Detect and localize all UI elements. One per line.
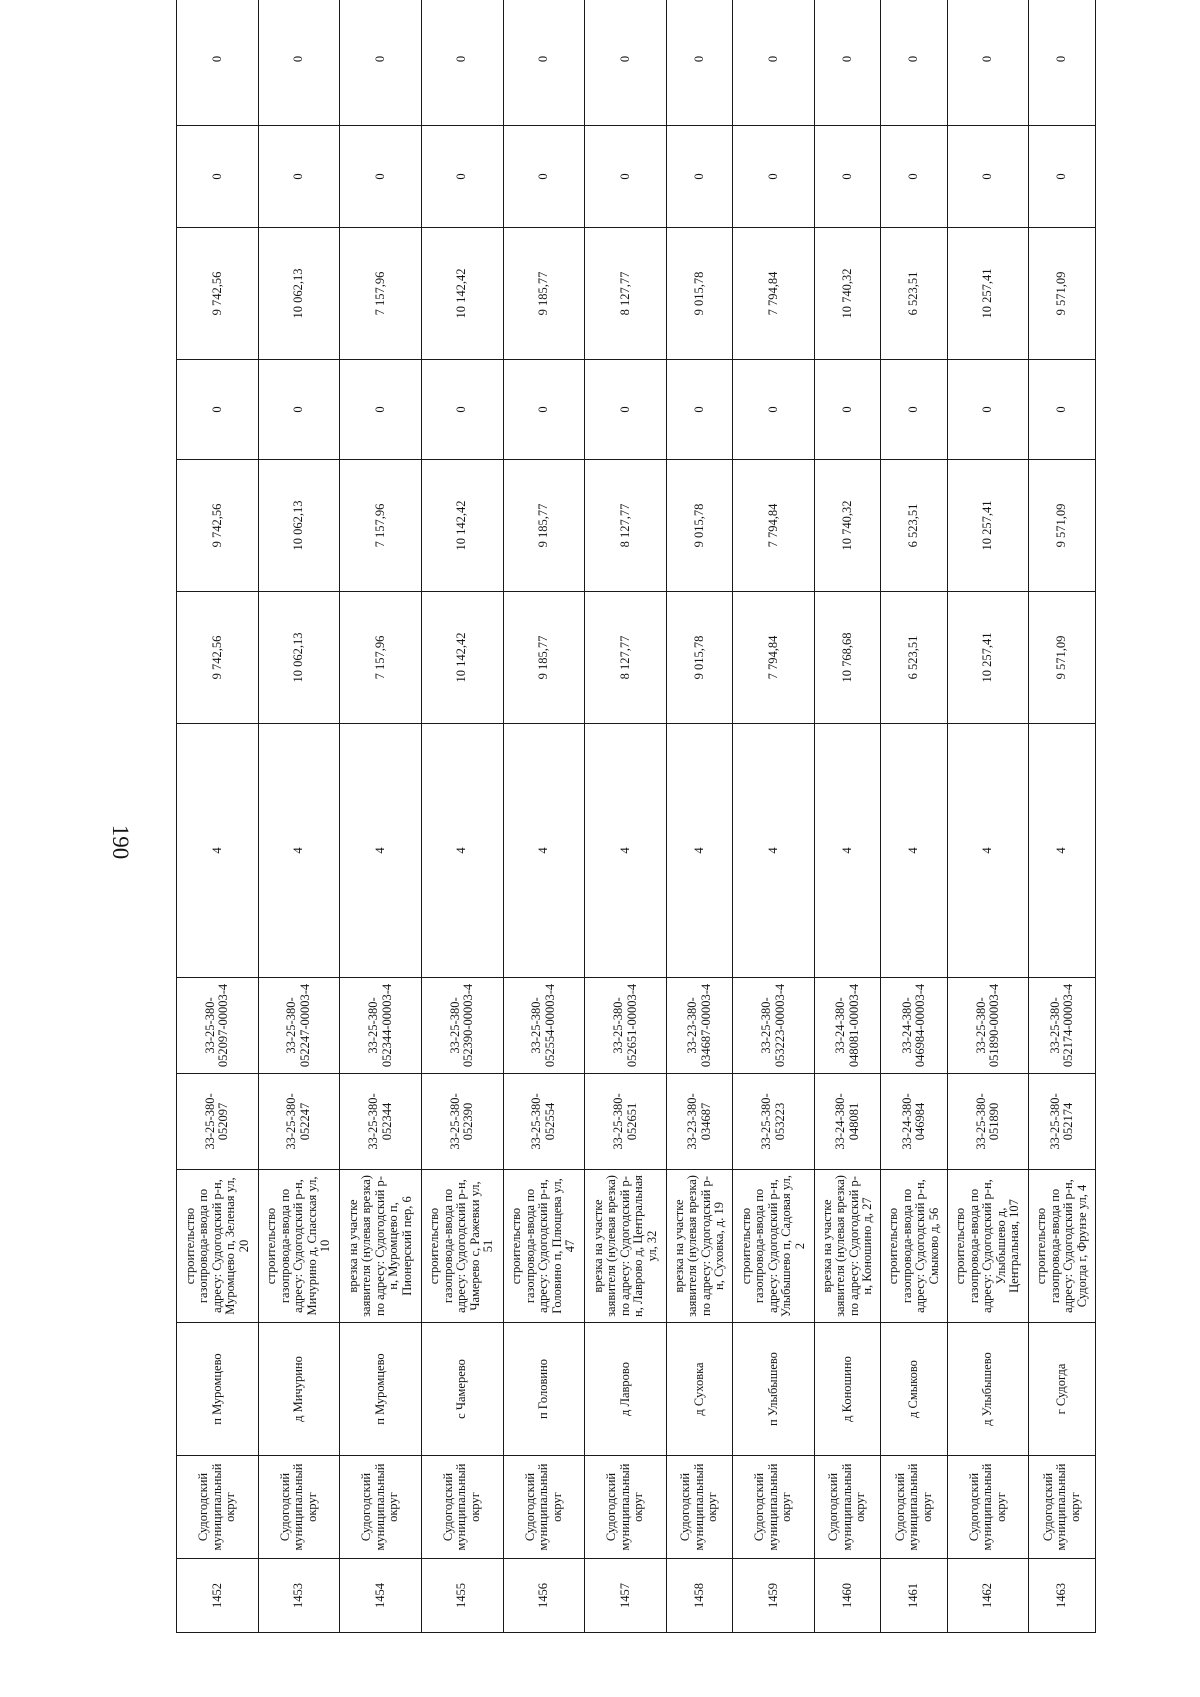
value-5-cell: 0 bbox=[666, 126, 732, 228]
value-3-cell: 0 bbox=[177, 360, 259, 460]
table-row bbox=[814, 0, 880, 1633]
value-4-cell: 10 740,32 bbox=[814, 228, 880, 360]
table-row bbox=[1029, 0, 1096, 1633]
category-cell: 4 bbox=[177, 724, 259, 978]
locality-cell: д Суховка bbox=[666, 1323, 732, 1456]
value-4-cell: 9 571,09 bbox=[1029, 228, 1096, 360]
value-5-cell: 0 bbox=[1029, 126, 1096, 228]
description-cell: строительство газопровода-ввода по адресу: Судогодский р-н, Смыково д, 56 bbox=[881, 1170, 947, 1323]
value-3-cell: 0 bbox=[421, 360, 503, 460]
district-cell: Судогодский муниципальный округ bbox=[585, 1456, 667, 1559]
row-number: 1457 bbox=[585, 1559, 667, 1633]
row-number: 1463 bbox=[1029, 1559, 1096, 1633]
value-2-cell: 10 257,41 bbox=[947, 460, 1029, 592]
cadastral-number-cell: 33-25-380-052097 bbox=[177, 1074, 259, 1170]
cadastral-full-number-cell: 33-24-380-048081-00003-4 bbox=[814, 978, 880, 1074]
value-2-cell: 8 127,77 bbox=[585, 460, 667, 592]
cadastral-number-cell: 33-25-380-052651 bbox=[585, 1074, 667, 1170]
value-3-cell: 0 bbox=[733, 360, 815, 460]
value-6-cell: 0 bbox=[814, 0, 880, 126]
value-4-cell: 10 257,41 bbox=[947, 228, 1029, 360]
value-5-cell: 0 bbox=[585, 126, 667, 228]
district-cell: Судогодский муниципальный округ bbox=[881, 1456, 947, 1559]
row-number: 1461 bbox=[881, 1559, 947, 1633]
value-2-cell: 9 571,09 bbox=[1029, 460, 1096, 592]
locality-cell: д Смыково bbox=[881, 1323, 947, 1456]
value-5-cell: 0 bbox=[814, 126, 880, 228]
description-cell: строительство газопровода-ввода по адресу: Судогодский р-н, Головино п, Плющева ул, 47 bbox=[503, 1170, 585, 1323]
cadastral-number-cell: 33-25-380-052390 bbox=[421, 1074, 503, 1170]
cadastral-number-cell: 33-25-380-053223 bbox=[733, 1074, 815, 1170]
district-cell: Судогодский муниципальный округ bbox=[177, 1456, 259, 1559]
cadastral-full-number-cell: 33-25-380-052344-00003-4 bbox=[340, 978, 422, 1074]
row-number: 1452 bbox=[177, 1559, 259, 1633]
table-row bbox=[421, 0, 503, 1633]
locality-cell: г Судогда bbox=[1029, 1323, 1096, 1456]
cadastral-full-number-cell: 33-24-380-046984-00003-4 bbox=[881, 978, 947, 1074]
value-6-cell: 0 bbox=[421, 0, 503, 126]
cadastral-full-number-cell: 33-25-380-053223-00003-4 bbox=[733, 978, 815, 1074]
row-number: 1458 bbox=[666, 1559, 732, 1633]
value-5-cell: 0 bbox=[503, 126, 585, 228]
district-cell: Судогодский муниципальный округ bbox=[421, 1456, 503, 1559]
value-3-cell: 0 bbox=[947, 360, 1029, 460]
value-2-cell: 9 015,78 bbox=[666, 460, 732, 592]
locality-cell: д Улыбышево bbox=[947, 1323, 1029, 1456]
category-cell: 4 bbox=[340, 724, 422, 978]
value-3-cell: 0 bbox=[1029, 360, 1096, 460]
row-number: 1456 bbox=[503, 1559, 585, 1633]
locality-cell: п Улыбышево bbox=[733, 1323, 815, 1456]
row-number: 1454 bbox=[340, 1559, 422, 1633]
locality-cell: п Муромцево bbox=[340, 1323, 422, 1456]
table-row bbox=[947, 0, 1029, 1633]
value-5-cell: 0 bbox=[421, 126, 503, 228]
page-number: 190 bbox=[108, 824, 133, 860]
value-2-cell: 9 742,56 bbox=[177, 460, 259, 592]
value-5-cell: 0 bbox=[340, 126, 422, 228]
category-cell: 4 bbox=[421, 724, 503, 978]
district-cell: Судогодский муниципальный округ bbox=[947, 1456, 1029, 1559]
category-cell: 4 bbox=[733, 724, 815, 978]
district-cell: Судогодский муниципальный округ bbox=[814, 1456, 880, 1559]
description-cell: строительство газопровода-ввода по адресу: Судогодский р-н, Муромцево п, Зеленая ул, 20 bbox=[177, 1170, 259, 1323]
value-5-cell: 0 bbox=[177, 126, 259, 228]
value-1-cell: 10 768,68 bbox=[814, 592, 880, 724]
category-cell: 4 bbox=[947, 724, 1029, 978]
locality-cell: д Лаврово bbox=[585, 1323, 667, 1456]
row-number: 1459 bbox=[733, 1559, 815, 1633]
value-1-cell: 7 794,84 bbox=[733, 592, 815, 724]
value-5-cell: 0 bbox=[258, 126, 340, 228]
description-cell: строительство газопровода-ввода по адресу: Судогодский р-н, Чамерево с, Ражевки ул, 51 bbox=[421, 1170, 503, 1323]
description-cell: врезка на участке заявителя (нулевая врезка) по адресу: Судогодский р-н, Коношино д, 27 bbox=[814, 1170, 880, 1323]
value-1-cell: 9 185,77 bbox=[503, 592, 585, 724]
value-6-cell: 0 bbox=[1029, 0, 1096, 126]
category-cell: 4 bbox=[881, 724, 947, 978]
cadastral-number-cell: 33-24-380-046984 bbox=[881, 1074, 947, 1170]
value-6-cell: 0 bbox=[503, 0, 585, 126]
value-3-cell: 0 bbox=[258, 360, 340, 460]
value-4-cell: 7 794,84 bbox=[733, 228, 815, 360]
description-cell: строительство газопровода-ввода по адресу: Судогодский р-н, Судогда г, Фрунзе ул, 4 bbox=[1029, 1170, 1096, 1323]
category-cell: 4 bbox=[585, 724, 667, 978]
value-2-cell: 10 740,32 bbox=[814, 460, 880, 592]
cadastral-number-cell: 33-25-380-052247 bbox=[258, 1074, 340, 1170]
value-4-cell: 6 523,51 bbox=[881, 228, 947, 360]
value-6-cell: 0 bbox=[585, 0, 667, 126]
district-cell: Судогодский муниципальный округ bbox=[503, 1456, 585, 1559]
category-cell: 4 bbox=[666, 724, 732, 978]
cadastral-number-cell: 33-25-380-052174 bbox=[1029, 1074, 1096, 1170]
category-cell: 4 bbox=[503, 724, 585, 978]
row-number: 1460 bbox=[814, 1559, 880, 1633]
value-3-cell: 0 bbox=[585, 360, 667, 460]
district-cell: Судогодский муниципальный округ bbox=[733, 1456, 815, 1559]
cadastral-full-number-cell: 33-25-380-052097-00003-4 bbox=[177, 978, 259, 1074]
value-1-cell: 6 523,51 bbox=[881, 592, 947, 724]
value-4-cell: 10 062,13 bbox=[258, 228, 340, 360]
cadastral-full-number-cell: 33-25-380-052247-00003-4 bbox=[258, 978, 340, 1074]
cadastral-full-number-cell: 33-25-380-052554-00003-4 bbox=[503, 978, 585, 1074]
value-5-cell: 0 bbox=[947, 126, 1029, 228]
value-2-cell: 10 062,13 bbox=[258, 460, 340, 592]
district-cell: Судогодский муниципальный округ bbox=[258, 1456, 340, 1559]
value-2-cell: 6 523,51 bbox=[881, 460, 947, 592]
value-1-cell: 10 062,13 bbox=[258, 592, 340, 724]
value-3-cell: 0 bbox=[340, 360, 422, 460]
locality-cell: д Коношино bbox=[814, 1323, 880, 1456]
cadastral-full-number-cell: 33-25-380-052174-00003-4 bbox=[1029, 978, 1096, 1074]
district-cell: Судогодский муниципальный округ bbox=[666, 1456, 732, 1559]
table-body bbox=[177, 0, 1096, 1633]
cadastral-full-number-cell: 33-23-380-034687-00003-4 bbox=[666, 978, 732, 1074]
value-1-cell: 9 571,09 bbox=[1029, 592, 1096, 724]
value-5-cell: 0 bbox=[733, 126, 815, 228]
value-4-cell: 10 142,42 bbox=[421, 228, 503, 360]
value-6-cell: 0 bbox=[881, 0, 947, 126]
cadastral-number-cell: 33-24-380-048081 bbox=[814, 1074, 880, 1170]
value-1-cell: 10 257,41 bbox=[947, 592, 1029, 724]
value-1-cell: 10 142,42 bbox=[421, 592, 503, 724]
table-row bbox=[733, 0, 815, 1633]
cadastral-number-cell: 33-23-380-034687 bbox=[666, 1074, 732, 1170]
row-number: 1453 bbox=[258, 1559, 340, 1633]
table-row bbox=[503, 0, 585, 1633]
value-2-cell: 7 157,96 bbox=[340, 460, 422, 592]
description-cell: строительство газопровода-ввода по адресу: Судогодский р-н, Улыбышево п, Садовая ул, 2 bbox=[733, 1170, 815, 1323]
category-cell: 4 bbox=[814, 724, 880, 978]
value-2-cell: 9 185,77 bbox=[503, 460, 585, 592]
locality-cell: п Муромцево bbox=[177, 1323, 259, 1456]
value-6-cell: 0 bbox=[947, 0, 1029, 126]
value-3-cell: 0 bbox=[666, 360, 732, 460]
district-cell: Судогодский муниципальный округ bbox=[340, 1456, 422, 1559]
cadastral-number-cell: 33-25-380-052554 bbox=[503, 1074, 585, 1170]
table-row bbox=[666, 0, 732, 1633]
table-row bbox=[585, 0, 667, 1633]
registry-table bbox=[176, 0, 1096, 1633]
value-1-cell: 9 742,56 bbox=[177, 592, 259, 724]
table-row bbox=[177, 0, 259, 1633]
cadastral-full-number-cell: 33-25-380-052651-00003-4 bbox=[585, 978, 667, 1074]
cadastral-number-cell: 33-25-380-051890 bbox=[947, 1074, 1029, 1170]
value-3-cell: 0 bbox=[503, 360, 585, 460]
value-6-cell: 0 bbox=[177, 0, 259, 126]
locality-cell: п Головино bbox=[503, 1323, 585, 1456]
district-cell: Судогодский муниципальный округ bbox=[1029, 1456, 1096, 1559]
value-4-cell: 9 015,78 bbox=[666, 228, 732, 360]
row-number: 1462 bbox=[947, 1559, 1029, 1633]
value-4-cell: 9 185,77 bbox=[503, 228, 585, 360]
table-row bbox=[258, 0, 340, 1633]
value-4-cell: 7 157,96 bbox=[340, 228, 422, 360]
description-cell: врезка на участке заявителя (нулевая врезка) по адресу: Судогодский р-н, Лаврово д, Центральная ул, 32 bbox=[585, 1170, 667, 1323]
cadastral-full-number-cell: 33-25-380-052390-00003-4 bbox=[421, 978, 503, 1074]
value-1-cell: 9 015,78 bbox=[666, 592, 732, 724]
cadastral-number-cell: 33-25-380-052344 bbox=[340, 1074, 422, 1170]
value-4-cell: 9 742,56 bbox=[177, 228, 259, 360]
value-2-cell: 7 794,84 bbox=[733, 460, 815, 592]
table-row bbox=[340, 0, 422, 1633]
value-6-cell: 0 bbox=[666, 0, 732, 126]
category-cell: 4 bbox=[258, 724, 340, 978]
table-row bbox=[881, 0, 947, 1633]
value-5-cell: 0 bbox=[881, 126, 947, 228]
value-6-cell: 0 bbox=[340, 0, 422, 126]
value-4-cell: 8 127,77 bbox=[585, 228, 667, 360]
category-cell: 4 bbox=[1029, 724, 1096, 978]
description-cell: врезка на участке заявителя (нулевая врезка) по адресу: Судогодский р-н, Муромцево п, Пионерский пер, 6 bbox=[340, 1170, 422, 1323]
locality-cell: с Чамерево bbox=[421, 1323, 503, 1456]
value-1-cell: 8 127,77 bbox=[585, 592, 667, 724]
value-2-cell: 10 142,42 bbox=[421, 460, 503, 592]
value-3-cell: 0 bbox=[881, 360, 947, 460]
value-1-cell: 7 157,96 bbox=[340, 592, 422, 724]
description-cell: врезка на участке заявителя (нулевая врезка) по адресу: Судогодский р-н, Суховка, д. 19 bbox=[666, 1170, 732, 1323]
value-3-cell: 0 bbox=[814, 360, 880, 460]
cadastral-full-number-cell: 33-25-380-051890-00003-4 bbox=[947, 978, 1029, 1074]
row-number: 1455 bbox=[421, 1559, 503, 1633]
value-6-cell: 0 bbox=[733, 0, 815, 126]
description-cell: строительство газопровода-ввода по адресу: Судогодский р-н, Мичурино д, Спасская ул, 10 bbox=[258, 1170, 340, 1323]
locality-cell: д Мичурино bbox=[258, 1323, 340, 1456]
value-6-cell: 0 bbox=[258, 0, 340, 126]
rotated-table-container bbox=[176, 55, 1096, 1633]
description-cell: строительство газопровода-ввода по адресу: Судогодский р-н, Улыбышево д, Центральная, 107 bbox=[947, 1170, 1029, 1323]
